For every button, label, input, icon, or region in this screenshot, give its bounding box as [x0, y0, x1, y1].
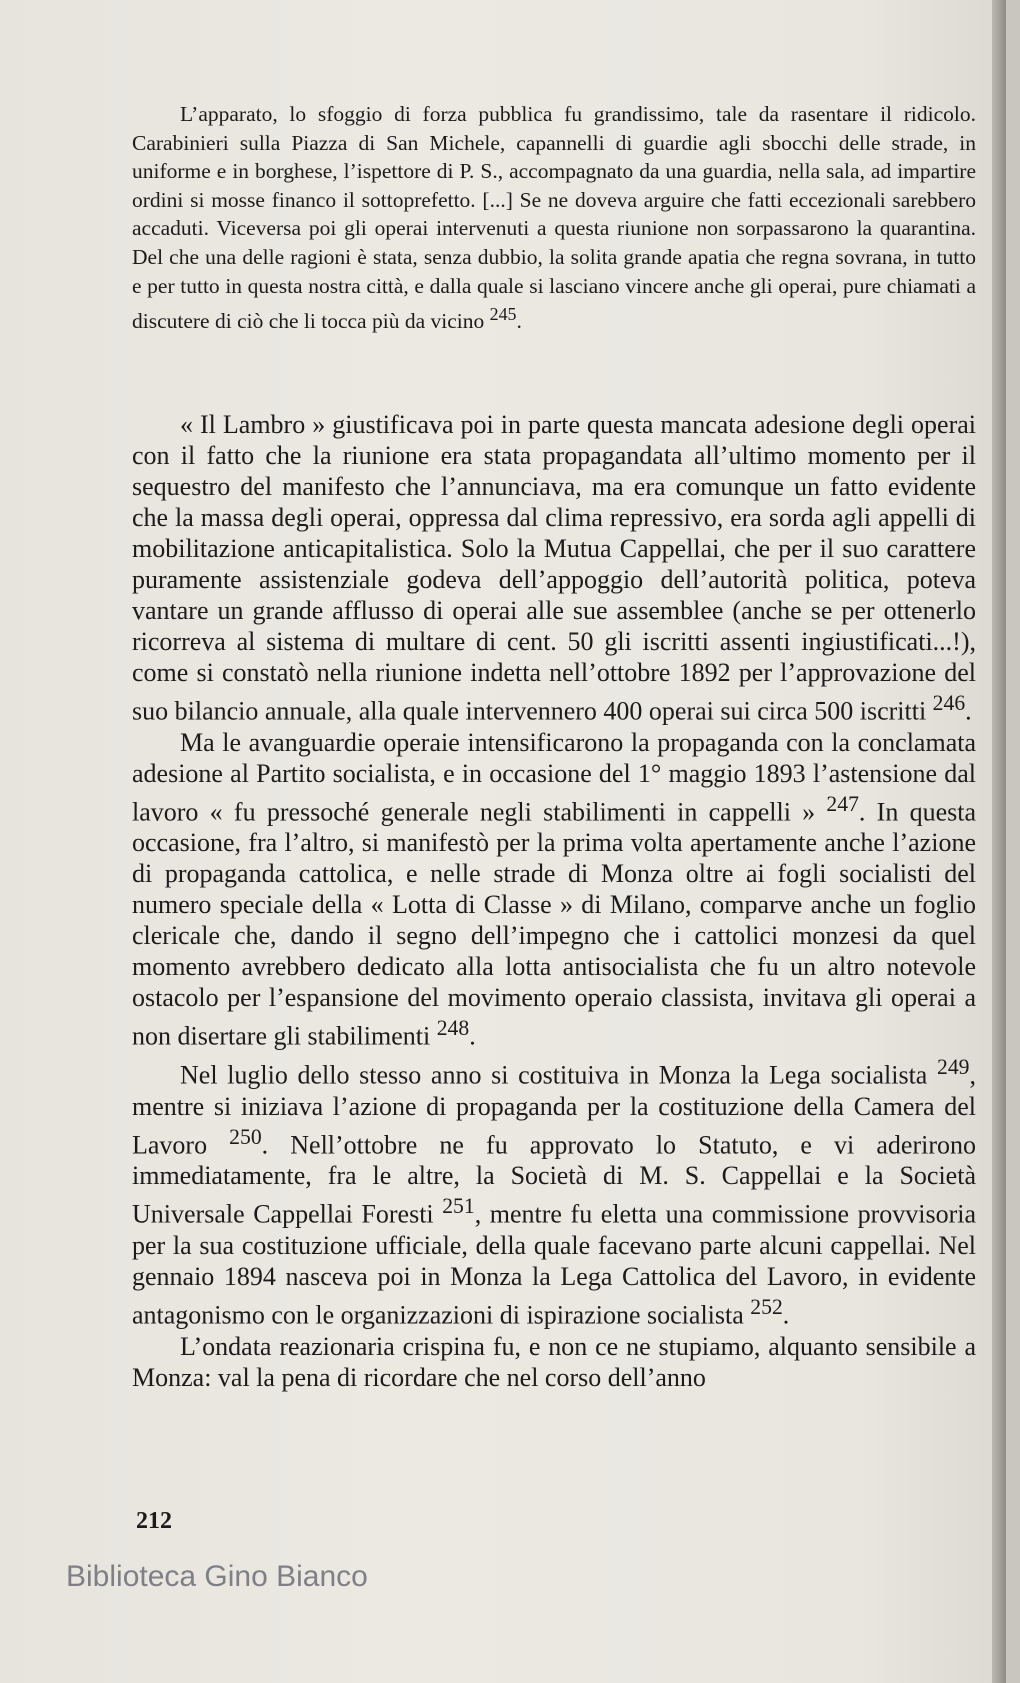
footnote-ref: 245: [489, 304, 517, 325]
footnote-ref: 252: [750, 1294, 783, 1319]
block-quote: [132, 100, 976, 336]
quote-paragraph: L’apparato, lo sfoggio di forza pubblica fu grandissimo, tale da rasentare il ridicolo. Carabinieri sulla Piazza di San Michele, capannelli di guardie agli sbocchi delle strade, in uniforme e in borghese, l’ispettore di P. S., accompagnato da una guardia, nella sala, ad impartire ordini si mosse financo il sottoprefetto. [...] Se ne doveva arguire che fatti eccezionali sarebbero accaduti. Viceversa poi gli operai intervenuti a questa riunione non sorpassarono la quarantina. Del che una delle ragioni è stata, senza dubbio, la solita grande apatia che regna sovrana, in tutto e per tutto in questa nostra città, e dalla quale si lasciano vincere anche gli operai, pure chiamati a discutere di ciò che li tocca più da vicino $^{245}$.: [132, 102, 976, 334]
footnote-ref: 246: [932, 691, 966, 715]
footnote-ref: 249: [937, 1054, 970, 1079]
footnote-ref: 250: [229, 1124, 262, 1149]
body-text: [132, 409, 976, 1393]
footnote-ref: 247: [826, 791, 859, 816]
footnote-ref: 248: [436, 1016, 470, 1041]
footnote-ref: 251: [442, 1194, 475, 1219]
paragraph: Nel luglio dello stesso anno si costituiva in Monza la Lega socialista $^{249}$, mentre si iniziava l’azione di propaganda per la costituzione della Camera del Lavoro $^{250}$. Nell’ottobre ne fu approvato lo Statuto, e vi aderirono immediatamente, fra le altre, la Società di M. S. Cappellai e la Società Universale Cappellai Foresti $^{251}$, mentre fu eletta una commissione provvisoria per la sua costituzione ufficiale, della quale facevano parte alcuni cappellai. Nel gennaio 1894 nasceva poi in Monza la Lega Cattolica del Lavoro, in evidente antagonismo con le organizzazioni di ispirazione socialista $^{252}$.: [132, 1054, 976, 1330]
paragraph: L’ondata reazionaria crispina fu, e non ce ne stupiamo, alquanto sensibile a Monza: val la pena di ricordare che nel corso dell’anno: [132, 1331, 976, 1392]
page-edge: [992, 0, 1006, 1683]
watermark: Biblioteca Gino Bianco: [66, 1560, 368, 1593]
paragraph: « Il Lambro » giustificava poi in parte questa mancata adesione degli operai con il fatto che la riunione era stata propagandata all’ultimo momento per il sequestro del manifesto che l’annunciava, ma era comunque un fatto evidente che la massa degli operai, oppressa dal clima repressivo, era sorda agli appelli di mobilitazione anticapitalistica. Solo la Mutua Cappellai, che per il suo carattere puramente assistenziale godeva dell’appoggio dell’autorità politica, poteva vantare un grande afflusso di operai alle sue assemblee (anche se per ottenerlo ricorreva al sistema di multare di cent. 50 gli iscritti assenti ingiustificati...!), come si constatò nella riunione indetta nell’ottobre 1892 per l’approvazione del suo bilancio annuale, alla quale intervennero 400 operai sui circa 500 iscritti $^{246}$.: [132, 410, 976, 726]
paragraph: Ma le avanguardie operaie intensificarono la propaganda con la conclamata adesione al Partito socialista, e in occasione del 1° maggio 1893 l’astensione dal lavoro « fu pressoché generale negli stabilimenti in cappelli » $^{247}$. In questa occasione, fra l’altro, si manifestò per la prima volta apertamente anche l’azione di propaganda cattolica, e nelle strade di Monza oltre ai fogli socialisti del numero speciale della « Lotta di Classe » di Milano, comparve anche un foglio clericale che, dando il segno dell’impegno che i cattolici monzesi da quel momento avrebbero dedicato alla lotta antisocialista che fu un altro notevole ostacolo per l’espansione del movimento operaio classista, invitava gli operai a non disertare gli stabilimenti $^{248}$.: [132, 727, 976, 1051]
page-number: 212: [136, 1508, 172, 1534]
